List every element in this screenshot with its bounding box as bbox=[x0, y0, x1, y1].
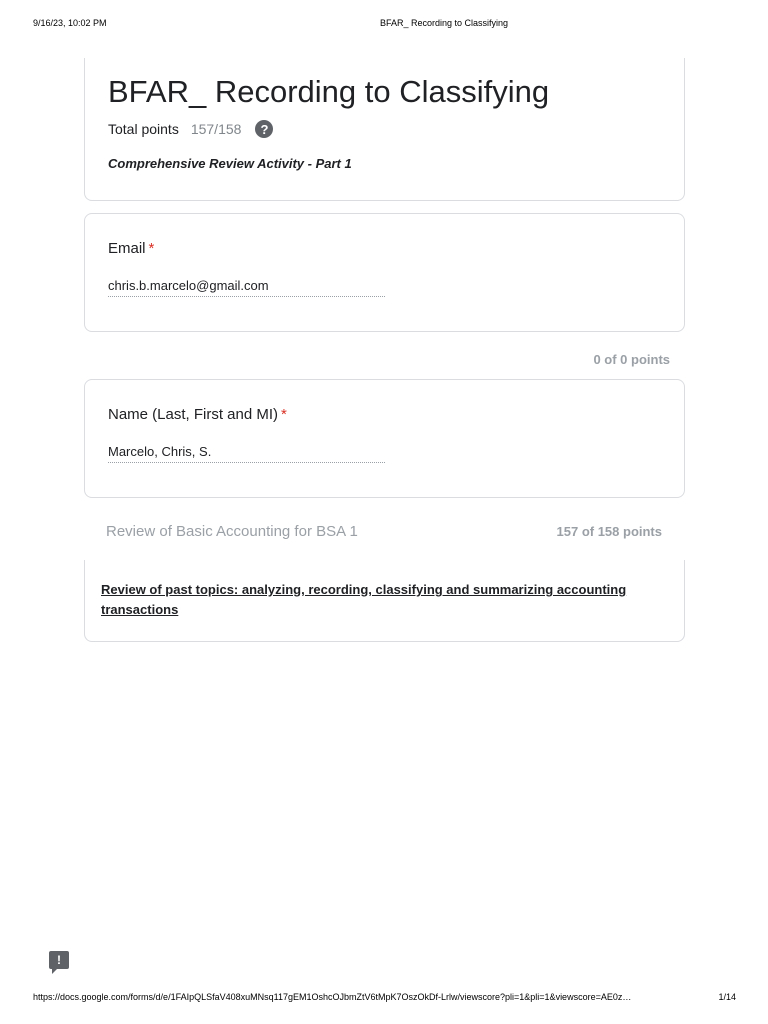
section-title: Review of Basic Accounting for BSA 1 bbox=[106, 523, 358, 540]
section-points: 157 of 158 points bbox=[556, 524, 662, 539]
section-description: Review of past topics: analyzing, recording, classifying and summarizing accounting transactions bbox=[101, 582, 627, 617]
print-url: https://docs.google.com/forms/d/e/1FAIpQLSfaV408xuMNsq117gEM1OshcOJbmZtV6tMpK7OszOkDf-Lrlw/viewscore?pli=1&pli=1&viewscore=AE0z… bbox=[33, 992, 632, 1002]
email-answer: chris.b.marcelo@gmail.com bbox=[108, 278, 385, 297]
print-doc-title: BFAR_ Recording to Classifying bbox=[379, 18, 509, 28]
question-card-email bbox=[84, 213, 685, 332]
question-label: Email * bbox=[108, 240, 155, 257]
help-circle-icon[interactable]: ? bbox=[255, 120, 273, 138]
form-header-card bbox=[84, 58, 685, 201]
total-points-label: Total points bbox=[108, 121, 179, 137]
total-points-row bbox=[108, 118, 273, 140]
name-answer: Marcelo, Chris, S. bbox=[108, 444, 385, 463]
question-card-name bbox=[84, 379, 685, 498]
print-datetime: 9/16/23, 10:02 PM bbox=[33, 18, 107, 28]
section-points: 0 of 0 points bbox=[593, 352, 670, 367]
report-feedback-icon[interactable]: ! bbox=[49, 951, 69, 969]
total-points-value: 157/158 bbox=[190, 121, 242, 137]
required-asterisk: * bbox=[148, 240, 155, 257]
form-title: BFAR_ Recording to Classifying bbox=[108, 74, 550, 109]
print-page-number: 1/14 bbox=[718, 992, 736, 1002]
print-header bbox=[0, 18, 768, 32]
question-label: Name (Last, First and MI) * bbox=[108, 406, 287, 423]
section-description-card bbox=[84, 560, 685, 642]
required-asterisk: * bbox=[281, 406, 287, 423]
form-description: Comprehensive Review Activity - Part 1 bbox=[108, 156, 352, 171]
